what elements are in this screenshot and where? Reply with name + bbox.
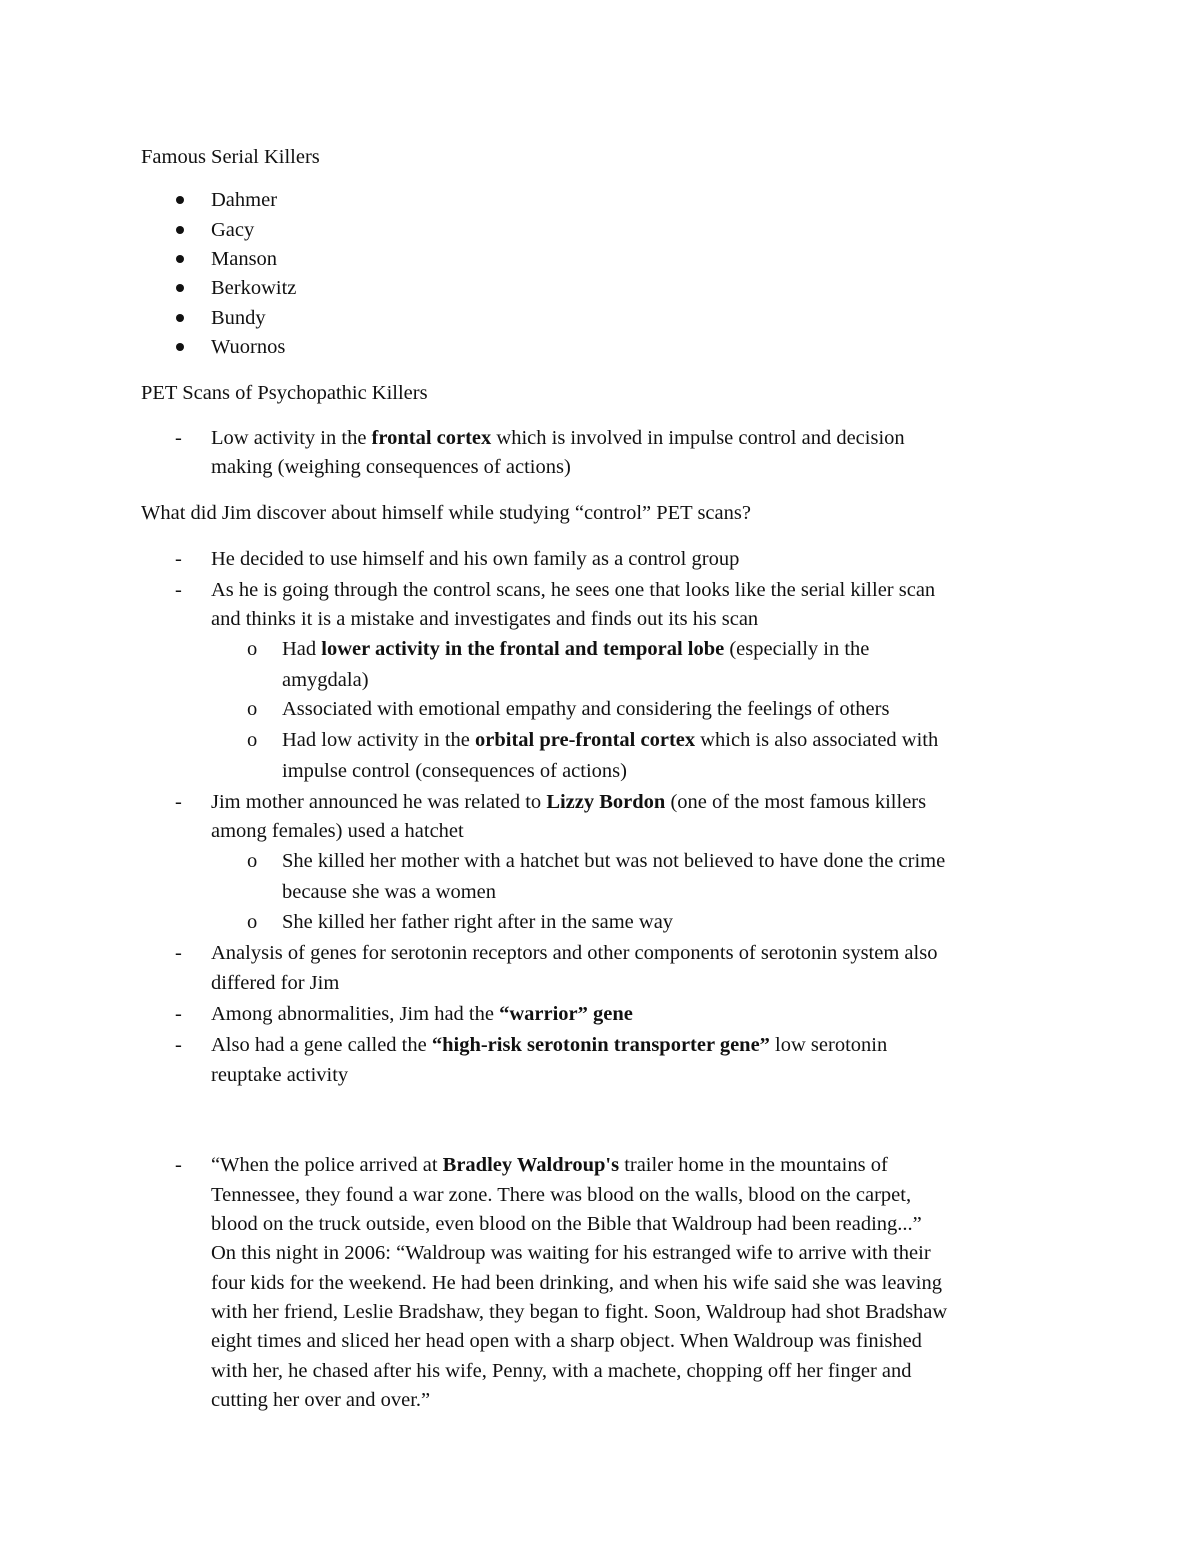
text-run: Among abnormalities, Jim had the	[211, 1003, 500, 1025]
quote-line	[211, 1150, 888, 1180]
bullet-dot	[176, 226, 184, 234]
dash-marker: -	[175, 1003, 182, 1025]
bold-term: frontal cortex	[371, 427, 492, 449]
sub-marker: o	[247, 698, 258, 720]
text-run: trailer home in the mountains of	[619, 1154, 888, 1176]
bold-term: Bradley Waldroup's	[442, 1154, 620, 1176]
text-run: which is involved in impulse control and decision	[491, 427, 905, 449]
sub-item-text: impulse control (consequences of actions)	[282, 760, 627, 782]
text-run: Jim mother announced he was related to	[211, 791, 547, 813]
text-run: (especially in the	[724, 638, 870, 660]
dash-item-text: among females) used a hatchet	[211, 820, 464, 842]
dash-item-text: He decided to use himself and his own family as a control group	[211, 548, 740, 570]
dash-item-text: differed for Jim	[211, 972, 340, 994]
sub-item-text	[282, 634, 869, 664]
text-run: which is also associated with	[695, 729, 939, 751]
bold-term: “high-risk serotonin transporter gene”	[431, 1034, 770, 1056]
text-run: “When the police arrived at	[211, 1154, 443, 1176]
sub-marker: o	[247, 850, 258, 872]
sub-item-text: amygdala)	[282, 669, 369, 691]
quote-line: eight times and sliced her head open with a sharp object. When Waldroup was finished	[211, 1330, 922, 1352]
dash-marker: -	[175, 548, 182, 570]
sub-item-text: Associated with emotional empathy and considering the feelings of others	[282, 698, 890, 720]
bold-term: Lizzy Bordon	[546, 791, 666, 813]
killer-name: Wuornos	[211, 336, 286, 358]
quote-line: with her, he chased after his wife, Penny, with a machete, chopping off her finger and	[211, 1360, 912, 1382]
bullet-dot	[176, 255, 184, 263]
quote-line: with her friend, Leslie Bradshaw, they began to fight. Soon, Waldroup had shot Bradshaw	[211, 1301, 948, 1323]
sub-marker: o	[247, 638, 258, 660]
dash-item-text	[211, 999, 633, 1029]
killer-name: Dahmer	[211, 189, 278, 211]
dash-item-text	[211, 787, 926, 817]
bold-term: “warrior” gene	[499, 1003, 633, 1025]
sub-item-text: She killed her mother with a hatchet but was not believed to have done the crime	[282, 850, 946, 872]
dash-item-text: Analysis of genes for serotonin receptors and other components of serotonin system also	[211, 942, 938, 964]
bold-term: lower activity in the frontal and temporal lobe	[321, 638, 725, 660]
quote-line: cutting her over and over.”	[211, 1389, 431, 1411]
dash-item-text: reuptake activity	[211, 1064, 349, 1086]
text-run: Had	[282, 638, 322, 660]
dash-item-text	[211, 1030, 887, 1060]
sub-marker: o	[247, 729, 258, 751]
dash-marker: -	[175, 579, 182, 601]
dash-item-text: As he is going through the control scans, he sees one that looks like the serial killer scan	[211, 579, 936, 601]
bullet-dot	[176, 284, 184, 292]
quote-line: Tennessee, they found a war zone. There was blood on the walls, blood on the carpet,	[211, 1184, 912, 1206]
dash-marker: -	[175, 791, 182, 813]
pet-item-line2: making (weighing consequences of actions)	[211, 456, 571, 478]
sub-item-text	[282, 725, 938, 755]
sub-marker: o	[247, 911, 258, 933]
dash-marker: -	[175, 427, 182, 449]
sub-item-text: She killed her father right after in the same way	[282, 911, 674, 933]
dash-marker: -	[175, 1034, 182, 1056]
quote-line: four kids for the weekend. He had been drinking, and when his wife said she was leaving	[211, 1272, 942, 1294]
bold-term: orbital pre-frontal cortex	[475, 729, 696, 751]
text-run: Also had a gene called the	[211, 1034, 432, 1056]
bullet-dot	[176, 314, 184, 322]
killer-name: Manson	[211, 248, 278, 270]
section-title-jim-discovery: What did Jim discover about himself while studying “control” PET scans?	[141, 502, 751, 524]
dash-item-text: and thinks it is a mistake and investigates and finds out its his scan	[211, 608, 759, 630]
pet-item-line1	[211, 423, 905, 453]
text-run: Had low activity in the	[282, 729, 475, 751]
quote-line: On this night in 2006: “Waldroup was waiting for his estranged wife to arrive with their	[211, 1242, 931, 1264]
sub-item-text: because she was a women	[282, 881, 497, 903]
text-run: low serotonin	[769, 1034, 888, 1056]
dash-marker: -	[175, 942, 182, 964]
section-title-famous-serial-killers: Famous Serial Killers	[141, 146, 320, 168]
text-run: (one of the most famous killers	[665, 791, 927, 813]
quote-line: blood on the truck outside, even blood on the Bible that Waldroup had been reading...”	[211, 1213, 922, 1235]
text-run: Low activity in the	[211, 427, 372, 449]
killer-name: Bundy	[211, 307, 266, 329]
killer-name: Berkowitz	[211, 277, 297, 299]
section-title-pet-scans: PET Scans of Psychopathic Killers	[141, 382, 428, 404]
killer-name: Gacy	[211, 219, 255, 241]
bullet-dot	[176, 196, 184, 204]
dash-marker: -	[175, 1154, 182, 1176]
bullet-dot	[176, 343, 184, 351]
